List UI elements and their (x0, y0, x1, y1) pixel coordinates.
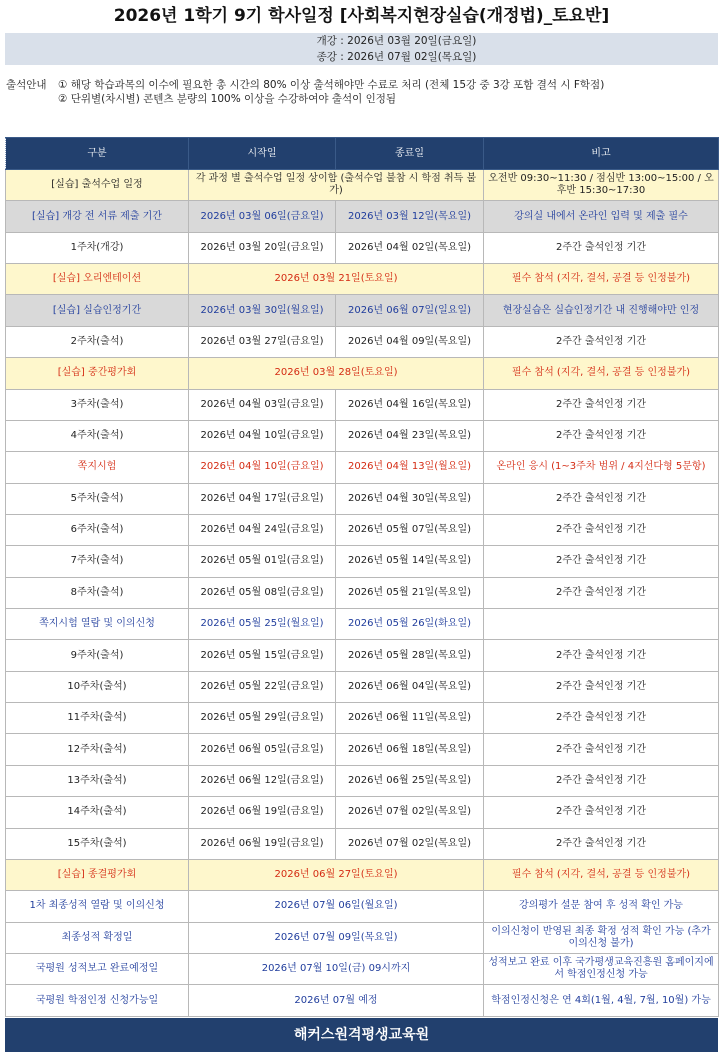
table-cell: 13주차(출석) (6, 765, 189, 796)
table-row (6, 703, 719, 734)
table-cell: 2026년 05월 29일(금요일) (189, 703, 336, 734)
table-cell: 2026년 03월 20일(금요일) (189, 232, 336, 263)
table-row (6, 797, 719, 828)
table-row (6, 828, 719, 859)
table-cell: 2주간 출석인정 기간 (484, 797, 719, 828)
table-cell: 2026년 07월 10일(금) 09시까지 (189, 953, 484, 984)
table-cell: 학점인정신청은 연 4회(1월, 4월, 7월, 10월) 가능 (484, 985, 719, 1017)
table-cell: 강의실 내에서 온라인 입력 및 제출 필수 (484, 201, 719, 232)
table-cell: 2주간 출석인정 기간 (484, 514, 719, 545)
table-cell: 2026년 04월 09일(목요일) (336, 326, 484, 357)
table-cell: 필수 참석 (지각, 결석, 공결 등 인정불가) (484, 264, 719, 295)
table-cell: 온라인 응시 (1~3주차 범위 / 4지선다형 5문항) (484, 452, 719, 483)
table-cell: 2주간 출석인정 기간 (484, 546, 719, 577)
table-cell: 2026년 04월 23일(목요일) (336, 420, 484, 451)
table-cell: 2026년 05월 21일(목요일) (336, 577, 484, 608)
header-start-date: 시작일 (189, 138, 336, 170)
table-cell: 2026년 06월 27일(토요일) (189, 859, 484, 890)
table-row (6, 671, 719, 702)
table-row (6, 859, 719, 890)
table-cell: 6주차(출석) (6, 514, 189, 545)
table-cell: 2026년 06월 04일(목요일) (336, 671, 484, 702)
open-date: 개강 : 2026년 03월 20일(금요일) (316, 35, 477, 47)
table-cell: 10주차(출석) (6, 671, 189, 702)
table-cell: [실습] 개강 전 서류 제출 기간 (6, 201, 189, 232)
table-cell: 2주간 출석인정 기간 (484, 765, 719, 796)
header-category: 구분 (6, 138, 189, 170)
table-row (6, 170, 719, 201)
table-cell: 강의평가 설문 참여 후 성적 확인 가능 (484, 891, 719, 922)
table-cell: [실습] 오리엔테이션 (6, 264, 189, 295)
table-cell: 2026년 03월 30일(월요일) (189, 295, 336, 326)
table-row (6, 389, 719, 420)
table-cell: 2026년 04월 16일(목요일) (336, 389, 484, 420)
table-cell: 2026년 07월 02일(목요일) (336, 828, 484, 859)
table-cell: 2026년 03월 12일(목요일) (336, 201, 484, 232)
table-cell: 2026년 06월 05일(금요일) (189, 734, 336, 765)
table-cell: 2026년 05월 08일(금요일) (189, 577, 336, 608)
header-remarks: 비고 (484, 138, 719, 170)
table-row (6, 922, 719, 953)
table-cell: 2026년 04월 10일(금요일) (189, 452, 336, 483)
table-row (6, 734, 719, 765)
notice-line-1: ① 해당 학습과목의 이수에 필요한 총 시간의 80% 이상 출석해야만 수료로 처리 (전체 15강 중 3강 포함 결석 시 F학점) (58, 79, 605, 91)
table-cell: 2026년 06월 19일(금요일) (189, 797, 336, 828)
table-cell: 2주간 출석인정 기간 (484, 326, 719, 357)
table-cell: [실습] 종결평가회 (6, 859, 189, 890)
table-cell: 2026년 05월 01일(금요일) (189, 546, 336, 577)
table-cell: [실습] 출석수업 일정 (6, 170, 189, 201)
table-cell: 2026년 04월 02일(목요일) (336, 232, 484, 263)
table-row (6, 640, 719, 671)
table-cell: 4주차(출석) (6, 420, 189, 451)
table-row (6, 295, 719, 326)
table-row (6, 326, 719, 357)
table-cell: 2026년 03월 28일(토요일) (189, 358, 484, 389)
table-cell: 2026년 04월 17일(금요일) (189, 483, 336, 514)
table-cell: 국평원 학점인정 신청가능일 (6, 985, 189, 1017)
table-cell: 쪽지시험 열람 및 이의신청 (6, 609, 189, 640)
table-cell: [실습] 중간평가회 (6, 358, 189, 389)
table-cell: 2026년 05월 28일(목요일) (336, 640, 484, 671)
table-cell: 2026년 04월 03일(금요일) (189, 389, 336, 420)
table-cell: 8주차(출석) (6, 577, 189, 608)
table-cell: [실습] 실습인정기간 (6, 295, 189, 326)
table-row (6, 765, 719, 796)
table-cell: 2주간 출석인정 기간 (484, 483, 719, 514)
table-cell: 12주차(출석) (6, 734, 189, 765)
table-row (6, 264, 719, 295)
table-cell: 15주차(출석) (6, 828, 189, 859)
table-cell: 2주차(출석) (6, 326, 189, 357)
table-row (6, 609, 719, 640)
table-cell: 7주차(출석) (6, 546, 189, 577)
table-cell: 2026년 06월 12일(금요일) (189, 765, 336, 796)
table-cell: 필수 참석 (지각, 결석, 공결 등 인정불가) (484, 358, 719, 389)
table-cell: 2026년 03월 06일(금요일) (189, 201, 336, 232)
table-cell: 2026년 07월 예정 (189, 985, 484, 1017)
table-cell (484, 609, 719, 640)
schedule-body (6, 170, 719, 1017)
close-date: 종강 : 2026년 07월 02일(목요일) (316, 51, 477, 63)
table-row (6, 201, 719, 232)
table-cell: 이의신청이 반영된 최종 확정 성적 확인 가능 (추가 이의신청 불가) (484, 922, 719, 953)
table-cell: 2026년 05월 22일(금요일) (189, 671, 336, 702)
table-cell: 2주간 출석인정 기간 (484, 734, 719, 765)
table-cell: 2026년 05월 07일(목요일) (336, 514, 484, 545)
table-row (6, 985, 719, 1017)
table-cell: 2주간 출석인정 기간 (484, 828, 719, 859)
table-cell: 2주간 출석인정 기간 (484, 640, 719, 671)
table-cell: 필수 참석 (지각, 결석, 공결 등 인정불가) (484, 859, 719, 890)
table-cell: 2주간 출석인정 기간 (484, 232, 719, 263)
page-title: 2026년 1학기 9기 학사일정 [사회복지현장실습(개정법)_토요반] (113, 6, 610, 26)
table-cell: 2026년 05월 25일(월요일) (189, 609, 336, 640)
table-cell: 성적보고 완료 이후 국가평생교육진흥원 홈페이지에서 학점인정신청 가능 (484, 953, 719, 984)
table-cell: 2026년 04월 13일(월요일) (336, 452, 484, 483)
table-cell: 1주차(개강) (6, 232, 189, 263)
table-row (6, 577, 719, 608)
table-cell: 3주차(출석) (6, 389, 189, 420)
table-cell: 2026년 05월 15일(금요일) (189, 640, 336, 671)
table-cell: 9주차(출석) (6, 640, 189, 671)
table-row (6, 483, 719, 514)
table-cell: 2주간 출석인정 기간 (484, 577, 719, 608)
table-cell: 2026년 04월 30일(목요일) (336, 483, 484, 514)
table-cell: 오전반 09:30~11:30 / 점심반 13:00~15:00 / 오후반 15:30~17:30 (484, 170, 719, 201)
table-row (6, 358, 719, 389)
notice-label: 출석안내 (6, 79, 47, 91)
schedule-table (5, 137, 719, 1017)
institution-footer: 해커스원격평생교육원 (5, 1018, 718, 1052)
table-row (6, 891, 719, 922)
table-row (6, 546, 719, 577)
course-dates (5, 33, 718, 65)
table-row (6, 232, 719, 263)
table-cell: 2026년 05월 26일(화요일) (336, 609, 484, 640)
table-cell: 2026년 06월 19일(금요일) (189, 828, 336, 859)
table-cell: 각 과정 별 출석수업 일정 상이함 (출석수업 불참 시 학점 취득 불가) (189, 170, 484, 201)
table-cell: 쪽지시험 (6, 452, 189, 483)
table-cell: 11주차(출석) (6, 703, 189, 734)
table-cell: 2주간 출석인정 기간 (484, 671, 719, 702)
table-cell: 2주간 출석인정 기간 (484, 389, 719, 420)
table-cell: 2026년 06월 18일(목요일) (336, 734, 484, 765)
table-cell: 2026년 06월 07일(일요일) (336, 295, 484, 326)
table-row (6, 514, 719, 545)
notice-text (58, 78, 718, 106)
table-cell: 14주차(출석) (6, 797, 189, 828)
table-cell: 현장실습은 실습인정기간 내 진행해야만 인정 (484, 295, 719, 326)
table-cell: 국평원 성적보고 완료예정일 (6, 953, 189, 984)
table-cell: 2026년 06월 11일(목요일) (336, 703, 484, 734)
table-cell: 2026년 07월 09일(목요일) (189, 922, 484, 953)
table-cell: 2026년 03월 21일(토요일) (189, 264, 484, 295)
table-cell: 2026년 03월 27일(금요일) (189, 326, 336, 357)
table-cell: 2026년 04월 10일(금요일) (189, 420, 336, 451)
table-cell: 1차 최종성적 열람 및 이의신청 (6, 891, 189, 922)
table-row (6, 452, 719, 483)
table-cell: 2026년 06월 25일(목요일) (336, 765, 484, 796)
table-header-row (6, 138, 719, 170)
notice-line-2: ② 단위별(차시별) 콘텐츠 분량의 100% 이상을 수강하여야 출석이 인정됨 (58, 93, 397, 105)
table-row (6, 420, 719, 451)
table-cell: 2주간 출석인정 기간 (484, 420, 719, 451)
table-cell: 2026년 07월 06일(월요일) (189, 891, 484, 922)
table-row (6, 953, 719, 984)
table-cell: 5주차(출석) (6, 483, 189, 514)
table-cell: 2주간 출석인정 기간 (484, 703, 719, 734)
table-cell: 최종성적 확정일 (6, 922, 189, 953)
header-end-date: 종료일 (336, 138, 484, 170)
table-cell: 2026년 07월 02일(목요일) (336, 797, 484, 828)
table-cell: 2026년 05월 14일(목요일) (336, 546, 484, 577)
table-cell: 2026년 04월 24일(금요일) (189, 514, 336, 545)
